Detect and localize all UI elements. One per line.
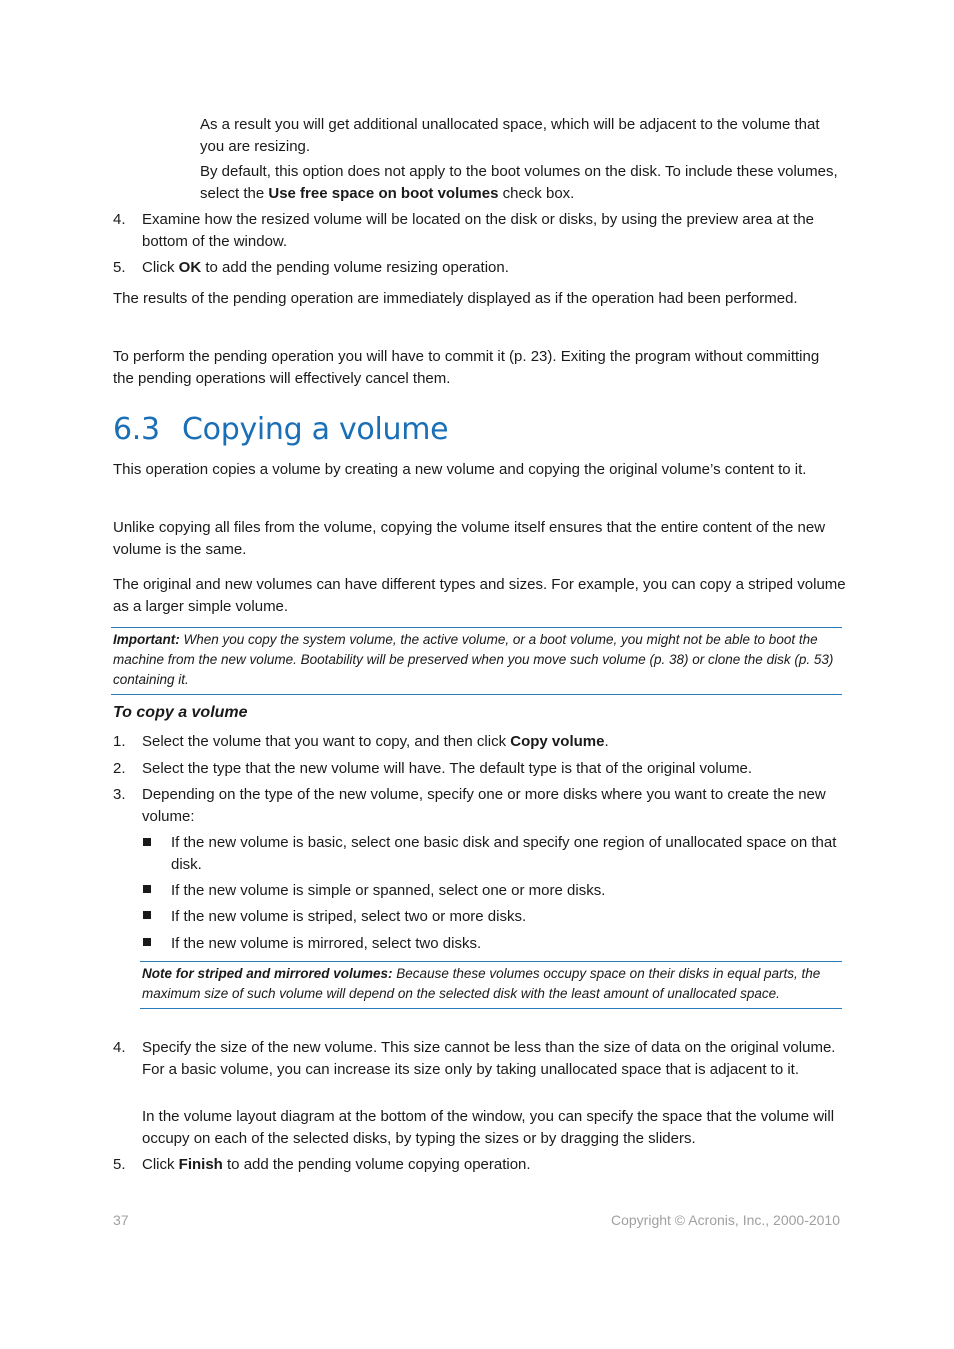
section-paragraph: The original and new volumes can have different types and sizes. For example, you can copy a striped volume as a larger simple volume.: [113, 576, 846, 615]
bullet-marker: [143, 938, 151, 946]
bullet-text: If the new volume is mirrored, select two disks.: [171, 935, 482, 952]
step-number: 4.: [113, 1039, 126, 1056]
bullet-marker: [143, 838, 151, 846]
step-number: 4.: [113, 211, 126, 228]
step-text: Examine how the resized volume will be located on the disk or disks, by using the preview area at the bottom of the window.: [142, 211, 815, 250]
bullet-marker: [143, 885, 151, 893]
note-label: Important:: [113, 632, 180, 647]
copy-volume-command: Copy volume: [510, 733, 605, 750]
step-text: Depending on the type of the new volume, specify one or more disks where you want to create the new volume:: [142, 786, 826, 825]
note-label: Note for striped and mirrored volumes:: [142, 966, 393, 981]
section-paragraph: This operation copies a volume by creating a new volume and copying the original volume’s content to it.: [113, 461, 807, 478]
copyright-text: Copyright © Acronis, Inc., 2000-2010: [611, 1212, 840, 1228]
step-number: 3.: [113, 786, 126, 803]
section-number: 6.3: [113, 412, 160, 447]
page-number: 37: [113, 1212, 129, 1228]
commit-paragraph: To perform the pending operation you will have to commit it (p. 23). Exiting the program without committing the pending operations will effectively cancel them.: [113, 348, 820, 387]
step-text: Click OK to add the pending volume resizing operation.: [142, 259, 509, 276]
procedure-title: To copy a volume: [113, 704, 248, 721]
step-number: 5.: [113, 259, 126, 276]
step-text: Specify the size of the new volume. This size cannot be less than the size of data on the original volume. For a basic volume, you can increase its size only by taking unallocated space that is adjacent to it.: [142, 1039, 836, 1078]
bullet-text: If the new volume is simple or spanned, select one or more disks.: [171, 882, 606, 899]
section-paragraph: Unlike copying all files from the volume, copying the volume itself ensures that the entire content of the new volume is the same.: [113, 519, 826, 558]
boot-volumes-option: Use free space on boot volumes: [268, 184, 499, 202]
finish-command: Finish: [178, 1156, 223, 1173]
section-heading: [113, 412, 448, 447]
section-title: Copying a volume: [182, 412, 449, 447]
striped-mirrored-note: Note for striped and mirrored volumes: Because these volumes occupy space on their disks in equal parts, the maximum size of such volume will depend on the selected disk with the least amount of unallocated space.: [140, 961, 842, 1009]
bullet-marker: [143, 911, 151, 919]
step-text: Click Finish to add the pending volume copying operation.: [142, 1156, 531, 1173]
results-paragraph: The results of the pending operation are immediately displayed as if the operation had been performed.: [113, 290, 798, 307]
bullet-text: If the new volume is basic, select one basic disk and specify one region of unallocated space on that disk.: [171, 834, 837, 873]
indent-paragraph-2: By default, this option does not apply to the boot volumes on the disk. To include these volumes, select the Use free space on boot volumes check box.: [200, 163, 838, 202]
step-text: Select the volume that you want to copy, and then click Copy volume.: [142, 733, 609, 750]
indent-paragraph-1: As a result you will get additional unallocated space, which will be adjacent to the volume that you are resizing.: [200, 116, 820, 155]
step-number: 1.: [113, 733, 126, 750]
step-number: 2.: [113, 760, 126, 777]
step-number: 5.: [113, 1156, 126, 1173]
important-note: Important: When you copy the system volume, the active volume, or a boot volume, you might not be able to boot the machine from the new volume. Bootability will be preserved when you move such volume (p. 38) or clone the disk (p. 53) containing it.: [111, 627, 842, 695]
step-text: Select the type that the new volume will have. The default type is that of the original volume.: [142, 760, 753, 777]
bullet-text: If the new volume is striped, select two or more disks.: [171, 908, 527, 925]
step-extra-text: In the volume layout diagram at the bottom of the window, you can specify the space that the volume will occupy on each of the selected disks, by typing the sizes or by dragging the sliders.: [142, 1108, 835, 1147]
